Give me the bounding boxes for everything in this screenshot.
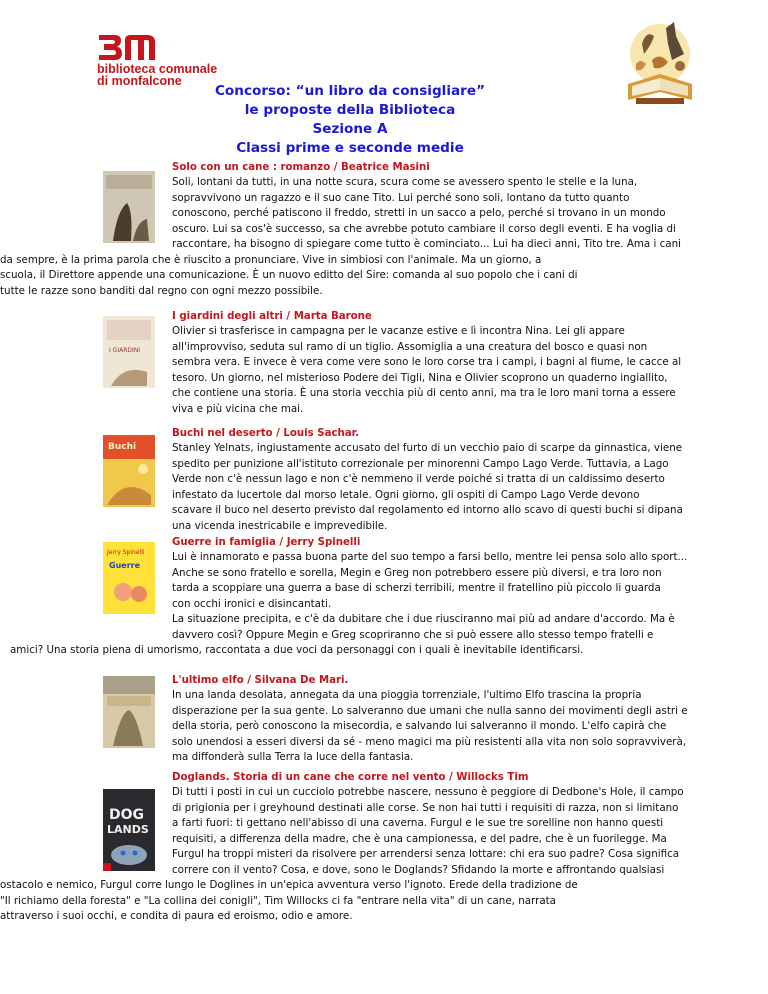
logo-line2: di monfalcone bbox=[97, 74, 182, 88]
book-title-5: L'ultimo elfo / Silvana De Mari. bbox=[172, 675, 349, 686]
summary-line: correre con il vento? Cosa, e dove, sono le Doglands? Sfidando la morte e affrontando qualsiasi bbox=[172, 863, 665, 876]
book-title-3: Buchi nel deserto / Louis Sachar. bbox=[172, 428, 360, 439]
title-line1: Concorso: “un libro da consigliare” bbox=[214, 83, 486, 99]
page-title bbox=[150, 82, 550, 158]
title-line3: Sezione A bbox=[312, 121, 388, 137]
summary-line: Di tutti i posti in cui un cucciolo potrebbe nascere, nessuno è peggiore di Dedbone's Hole, il campo bbox=[172, 786, 684, 798]
summary-line: scavare il buco nel deserto previsto dal regolamento ed intorno allo scavo di questi buchi si dipana bbox=[172, 504, 683, 516]
summary-line: all'improvviso, seduta sul ramo di un tiglio. Assomiglia a una creatura del bosco e quasi non bbox=[172, 340, 648, 353]
book-cover-5 bbox=[103, 676, 155, 748]
summary-line: tesoro. Un giorno, nel misterioso Podere dei Tigli, Nina e Olivier scoprono un quaderno ingiallito, bbox=[172, 371, 668, 384]
book-title-6: Doglands. Storia di un cane che corre nel vento / Willocks Tim bbox=[172, 772, 529, 783]
summary-line: In una landa desolata, annegata da una pioggia torrenziale, l'ultimo Elfo trascina la propria bbox=[172, 689, 642, 701]
summary-line: con occhi ironici e disincantati. bbox=[172, 597, 332, 610]
summary-line: ostacolo e nemico, Furgul corre lungo le Doglines in un'epica avventura verso l'ignoto. Erede della tradizione de bbox=[0, 879, 578, 891]
summary-line: oscuro. Lui sa cos'è successo, sa che avrebbe potuto cambiare il corso degli eventi. E ha voglia di bbox=[172, 222, 676, 235]
summary-line: sopravvivono un ragazzo e il suo cane Tito. Lui perché sono soli, lontano da tutto quanto bbox=[172, 191, 630, 204]
summary-line: scuola, il Direttore appende una comunicazione. È un nuovo editto del Sire: comanda al suo popolo che i cani di bbox=[0, 269, 578, 281]
summary-line: sembra vera. E invece è vera come vere sono le loro corse tra i campi, i bagni al fiume, le cacce al bbox=[172, 356, 682, 368]
summary-line: spedito per punizione all'istituto correzionale per minorenni Campo Lago Verde. Tuttavia, a Lago bbox=[172, 457, 669, 470]
summary-line: infestato da lucertole dal morso letale. Ogni giorno, gli ospiti di Campo Lago Verde devono bbox=[172, 488, 640, 501]
book-summary-1 bbox=[0, 175, 700, 299]
title-line2: le proposte della Biblioteca bbox=[244, 102, 456, 118]
svg-text:DOG: DOG bbox=[109, 807, 145, 823]
svg-text:Jerry Spinelli: Jerry Spinelli bbox=[107, 549, 145, 556]
summary-line: di prigionia per i greyhound destinati alle corse. Se non hai tutti i requisiti di razza, non si limitano bbox=[172, 801, 679, 814]
title-line4: Classi prime e seconde medie bbox=[236, 140, 464, 156]
summary-line: Soli, lontani da tutti, in una notte scura, scura come se avessero spento le stelle e la luna, bbox=[172, 176, 638, 188]
summary-line: solo unendosi a esseri diversi da sé - meno magici ma più resistenti alla vita non solo sopravviverà, bbox=[172, 735, 687, 748]
book-title-4: Guerre in famiglia / Jerry Spinelli bbox=[172, 537, 361, 548]
svg-text:Guerre: Guerre bbox=[109, 561, 141, 570]
book-summary-3 bbox=[172, 441, 732, 534]
summary-line: a farti fuori: ti gettano nell'abisso di una caverna. Furgul e le sue tre sorelline non hanno questi bbox=[172, 817, 664, 829]
logo-3m-mark bbox=[97, 32, 157, 62]
summary-line: disperazione per la sua gente. Lo salveranno due umani che nulla sanno dei movimenti degli astri e bbox=[172, 704, 688, 717]
summary-line: tutte le razze sono banditi dal regno con ogni mezzo possibile. bbox=[0, 284, 323, 297]
summary-line: che contiene una storia. È una storia vecchia più di cento anni, ma tra le loro mani torna a essere bbox=[172, 387, 676, 399]
summary-line: amici? Una storia piena di umorismo, raccontata a due voci da personaggi con i quali è inevitabile identificarsi. bbox=[10, 644, 584, 656]
summary-line: Verde non c'è nessun lago e non c'è nemmeno il verde poiché si tratta di un caldissimo deserto bbox=[172, 473, 665, 485]
svg-text:I GIARDINI: I GIARDINI bbox=[109, 347, 141, 354]
logo-line1: biblioteca comunale bbox=[97, 62, 218, 76]
summary-line: "Il richiamo della foresta" e "La collina dei conigli", Tim Willocks ci fa "entrare nella vita" di un cane, narrata bbox=[0, 894, 556, 907]
summary-line: Stanley Yelnats, ingiustamente accusato del furto di un vecchio paio di scarpe da ginnastica, viene bbox=[172, 442, 683, 454]
summary-line: attraverso i suoi occhi, e condita di paura ed eroismo, odio e amore. bbox=[0, 910, 353, 922]
book-cover-3 bbox=[103, 435, 155, 507]
summary-line: Furgul ha troppi misteri da risolvere per arrendersi senza lottare: chi era suo padre? Cosa significa bbox=[172, 848, 680, 860]
summary-line: da sempre, è la prima parola che è riuscito a pronunciare. Vive in simbiosi con l'animale. Ma un giorno, a bbox=[0, 253, 542, 266]
summary-line: davvero così? Oppure Megin e Greg scopriranno che si può essere allo stesso tempo fratelli e bbox=[172, 628, 654, 641]
book-summary-2 bbox=[172, 324, 732, 417]
book-summary-4 bbox=[0, 550, 700, 659]
book-summary-6 bbox=[0, 785, 720, 925]
book-title-2: I giardini degli altri / Marta Barone bbox=[172, 311, 372, 322]
summary-line: La situazione precipita, e c'è da dubitare che i due riusciranno mai più ad andare d'accordo. Ma è bbox=[172, 613, 675, 625]
svg-text:LANDS: LANDS bbox=[107, 823, 149, 836]
summary-line: raccontare, ha bisogno di spiegare come tutto è cominciato... Lui ha dieci anni, Tito tre. Ama i cani bbox=[172, 238, 681, 250]
summary-line: Anche se sono fratello e sorella, Megin e Greg non potrebbero essere più diversi, e tra loro non bbox=[172, 566, 662, 579]
summary-line: della storia, però conoscono la misecordia, e salvando lui salveranno il mondo. L'elfo capirà che bbox=[172, 720, 667, 732]
summary-line: Lui è innamorato e passa buona parte del suo tempo a farsi bello, mentre lei pensa solo allo sport... bbox=[172, 551, 688, 563]
summary-line: una vicenda inestricabile e imprevedibile. bbox=[172, 519, 388, 532]
svg-text:Buchi: Buchi bbox=[108, 442, 137, 452]
summary-line: tarda a scoppiare una guerra a base di scherzi terribili, mentre il fratellino più piccolo li guarda bbox=[172, 582, 661, 594]
summary-line: conoscono, perché patiscono il freddo, stretti in un sacco a pelo, perché si trovano in un mondo bbox=[172, 207, 666, 219]
summary-line: ma diffonderà sulla Terra la luce della fantasia. bbox=[172, 751, 414, 763]
summary-line: Olivier si trasferisce in campagna per le vacanze estive e lì incontra Nina. Lei gli appare bbox=[172, 325, 625, 337]
summary-line: requisiti, a differenza della madre, che è una campionessa, e del padre, che è un fuorilegge. Ma bbox=[172, 832, 667, 845]
book-cover-2 bbox=[103, 316, 155, 388]
books-animals-illustration bbox=[622, 14, 698, 112]
book-title-1: Solo con un cane : romanzo / Beatrice Masini bbox=[172, 162, 430, 173]
summary-line: viva e più vicina che mai. bbox=[172, 402, 304, 415]
book-summary-5 bbox=[172, 688, 732, 766]
